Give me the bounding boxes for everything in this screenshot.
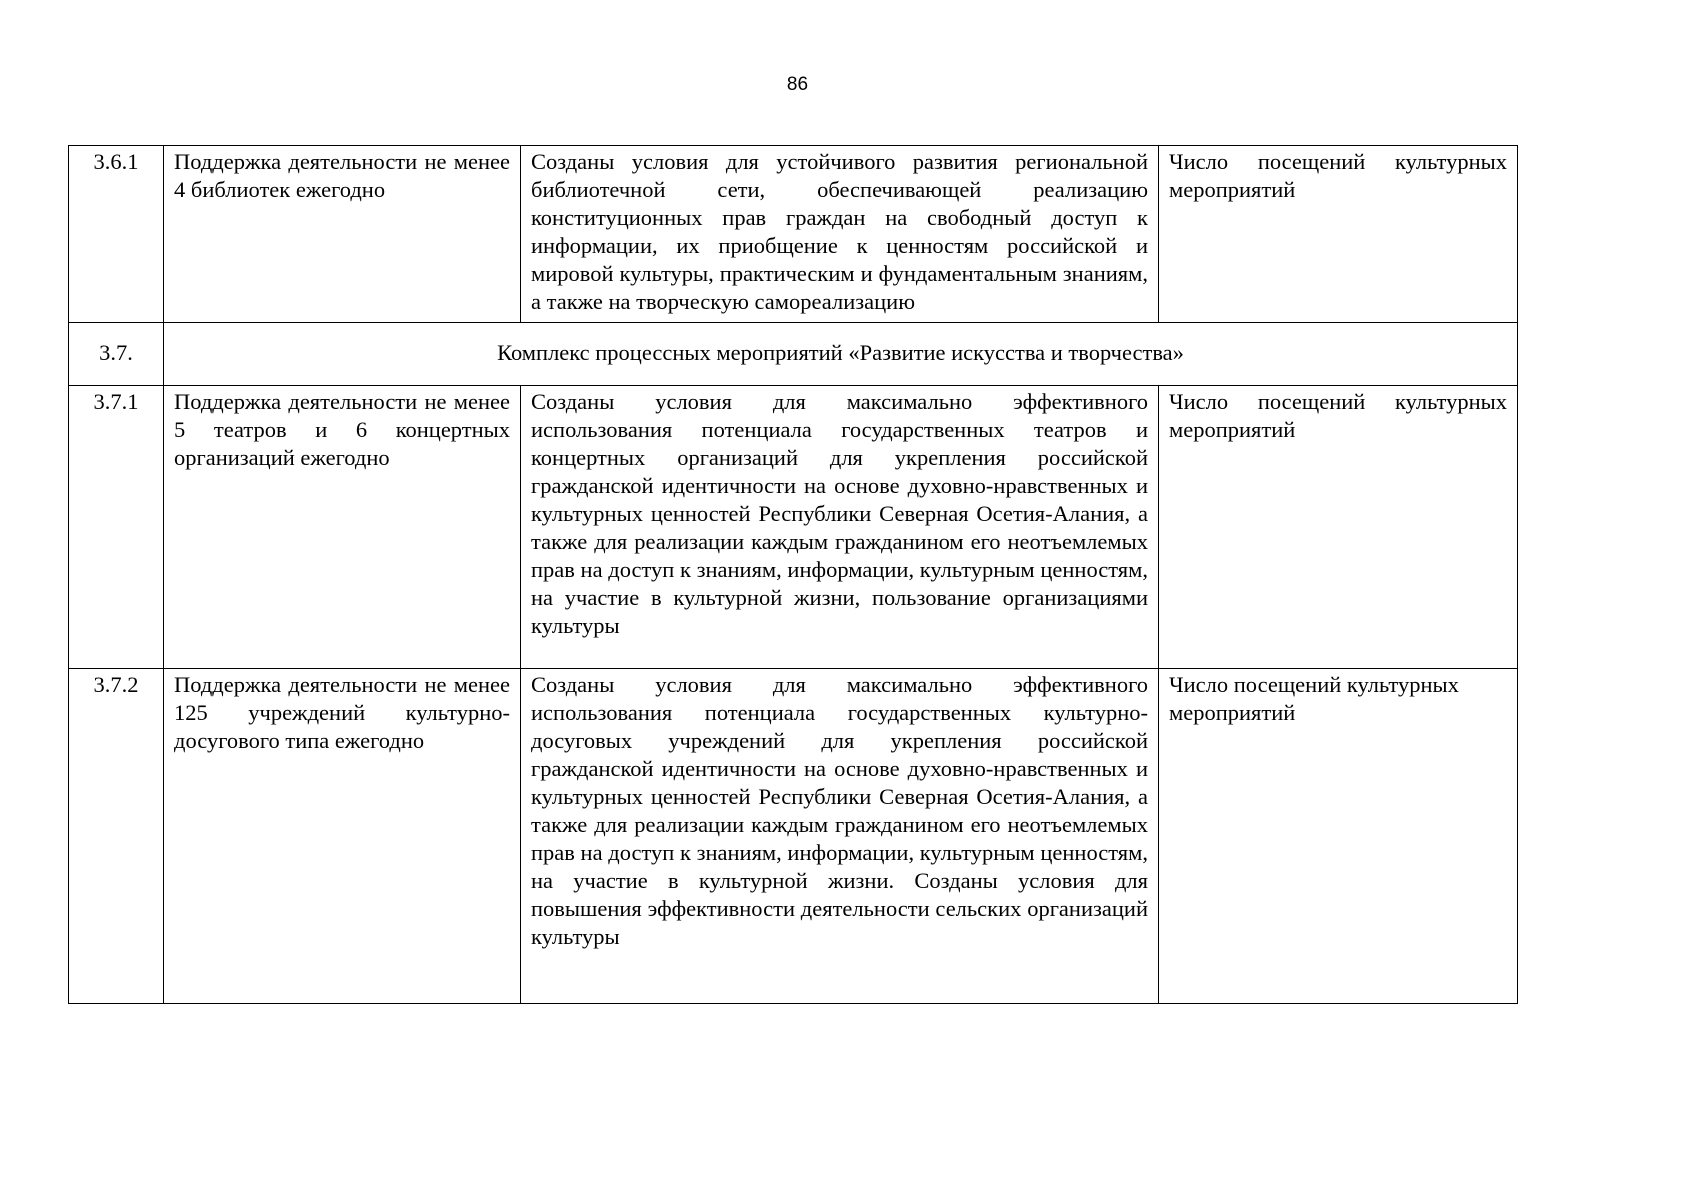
page-number: 86: [786, 74, 809, 95]
activity-result: Созданы условия для максимально эффективного использования потенциала государственных театров и концертных организаций для укрепления российской гражданской идентичности на основе духовно-нравственных и культурных ценностей Республики Северная Осетия-Алания, а также для реализации каждым гражданином его неотъемлемых прав на доступ к знаниям, информации, культурным ценностям, на участие в культурной жизни, пользование организациями культуры: [521, 386, 1159, 669]
activity-name: Поддержка деятельности не менее 5 театров и 6 концертных организаций ежегодно: [164, 386, 521, 669]
activity-name: Поддержка деятельности не менее 4 библиотек ежегодно: [164, 146, 521, 323]
activities-table: [68, 145, 1518, 1004]
table-row: [69, 386, 1518, 669]
row-number: 3.7.1: [69, 386, 164, 669]
activity-indicator: Число посещений культурных мероприятий: [1159, 146, 1518, 323]
activity-indicator: Число посещений культурных мероприятий: [1159, 386, 1518, 669]
row-number: 3.7.2: [69, 669, 164, 1004]
section-row: [69, 323, 1518, 386]
activity-result: Созданы условия для максимально эффективного использования потенциала государственных культурно-досуговых учреждений для укрепления российской гражданской идентичности на основе духовно-нравственных и культурных ценностей Республики Северная Осетия-Алания, а также для реализации каждым гражданином его неотъемлемых прав на доступ к знаниям, информации, культурным ценностям, на участие в культурной жизни. Созданы условия для повышения эффективности деятельности сельских организаций культуры: [521, 669, 1159, 1004]
activity-result: Созданы условия для устойчивого развития региональной библиотечной сети, обеспечивающей реализацию конституционных прав граждан на свободный доступ к информации, их приобщение к ценностям российской и мировой культуры, практическим и фундаментальным знаниям, а также на творческую самореализацию: [521, 146, 1159, 323]
table-row: [69, 669, 1518, 1004]
activity-name: Поддержка деятельности не менее 125 учреждений культурно-досугового типа ежегодно: [164, 669, 521, 1004]
section-number: 3.7.: [69, 323, 164, 386]
activity-indicator: Число посещений культурных мероприятий: [1159, 669, 1518, 1004]
table-row: [69, 146, 1518, 323]
row-number: 3.6.1: [69, 146, 164, 323]
section-title: Комплекс процессных мероприятий «Развитие искусства и творчества»: [164, 323, 1518, 386]
